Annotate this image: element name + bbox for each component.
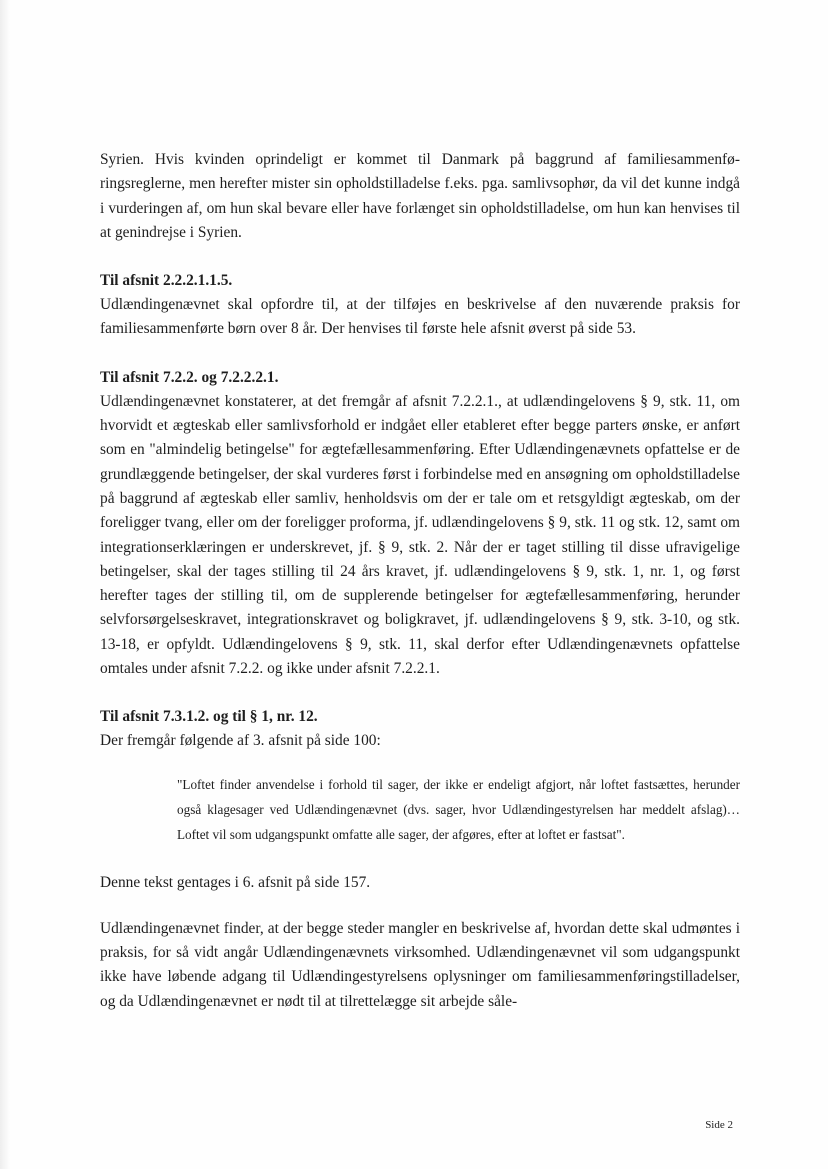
block-quote: "Loftet finder anvendelse i forhold til sager, der ikke er endeligt afgjort, når loftet fastsættes, herunder også klagesager ved Udlændingenævnet (dvs. sager, hvor Udlændingestyrelsen har meddelt afslag)… Loftet vil som udgangspunkt omfatte alle sager, der afgøres, efter at loftet er fastsat". [177, 776, 740, 843]
paragraph-final: Udlændingenævnet finder, at der begge steder mangler en beskrivelse af, hvordan dette skal udmøntes i praksis, for så vidt angår Udlændingenævnets virksomhed. Udlændingenævnet vil som udgangspunkt ikke have løbende adgang til Udlændingestyrelsens oplysninger om familiesammenføringstilladelser, og da Udlændingenævnet er nødt til at tilrettelægge sit arbejde såle- [100, 919, 740, 1010]
document-body [100, 148, 740, 1014]
page-edge-shadow [0, 0, 10, 1169]
paragraph-repeat-note: Denne tekst gentages i 6. afsnit på side 157. [100, 873, 371, 891]
section-heading-2-2-2-1-1-5: Til afsnit 2.2.2.1.1.5. [100, 272, 233, 290]
section-heading-7-3-1-2: Til afsnit 7.3.1.2. og til § 1, nr. 12. [100, 708, 318, 726]
section-text-2-2-2-1-1-5: Udlændingenævnet skal opfordre til, at der tilføjes en beskrivelse af den nuværende praksis for familiesammenførte børn over 8 år. Der henvises til første hele afsnit øverst på side 53. [100, 296, 740, 338]
section-text-7-2-2: Udlændingenævnet konstaterer, at det fremgår af afsnit 7.2.2.1., at udlændingelovens § 9, stk. 11, om hvorvidt et ægteskab eller samlivsforhold er indgået eller etableret efter begge parters ønske, er anført som en "almindelig betingelse" for ægtefællesammenføring. Efter Udlændingenævnets opfattelse er de grundlæggende betingelser, der skal vurderes først i forbindelse med en ansøgning om opholdstilladelse på baggrund af ægteskab eller samliv, henholdsvis om der er tale om et retsgyldigt ægteskab, om der foreligger tvang, eller om der foreligger proforma, jf. udlændingelovens § 9, stk. 11 og stk. 12, samt om integrationserklæringen er underskrevet, jf. § 9, stk. 2. Når der er taget stilling til disse ufravigelige betingelser, skal der tages stilling til 24 års kravet, jf. udlændingelovens § 9, stk. 1, nr. 1, og først herefter tages der stilling til, om de supplerende betingelser for ægtefællesammenføring, herunder selvforsørgelseskravet, integrationskravet og boligkravet, jf. udlændingelovens § 9, stk. 3-10, og stk. 13-18, er opfyldt. Udlændingelovens § 9, stk. 11, skal derfor efter Udlændingenævnets opfattelse omtales under afsnit 7.2.2. og ikke under afsnit 7.2.2.1. [100, 392, 740, 678]
section-intro-7-3-1-2: Der fremgår følgende af 3. afsnit på side 100: [100, 732, 381, 750]
paragraph-intro: Syrien. Hvis kvinden oprindeligt er kommet til Danmark på baggrund af familiesammenføringsreglerne, men herefter mister sin opholdstilladelse f.eks. pga. samlivsophør, da vil det kunne indgå i vurderingen af, om hun skal bevare eller have forlænget sin opholdstilladelse, om hun kan henvises til at genindrejse i Syrien. [100, 151, 740, 241]
page-number: Side 2 [705, 1119, 733, 1131]
section-heading-7-2-2: Til afsnit 7.2.2. og 7.2.2.2.1. [100, 368, 279, 386]
